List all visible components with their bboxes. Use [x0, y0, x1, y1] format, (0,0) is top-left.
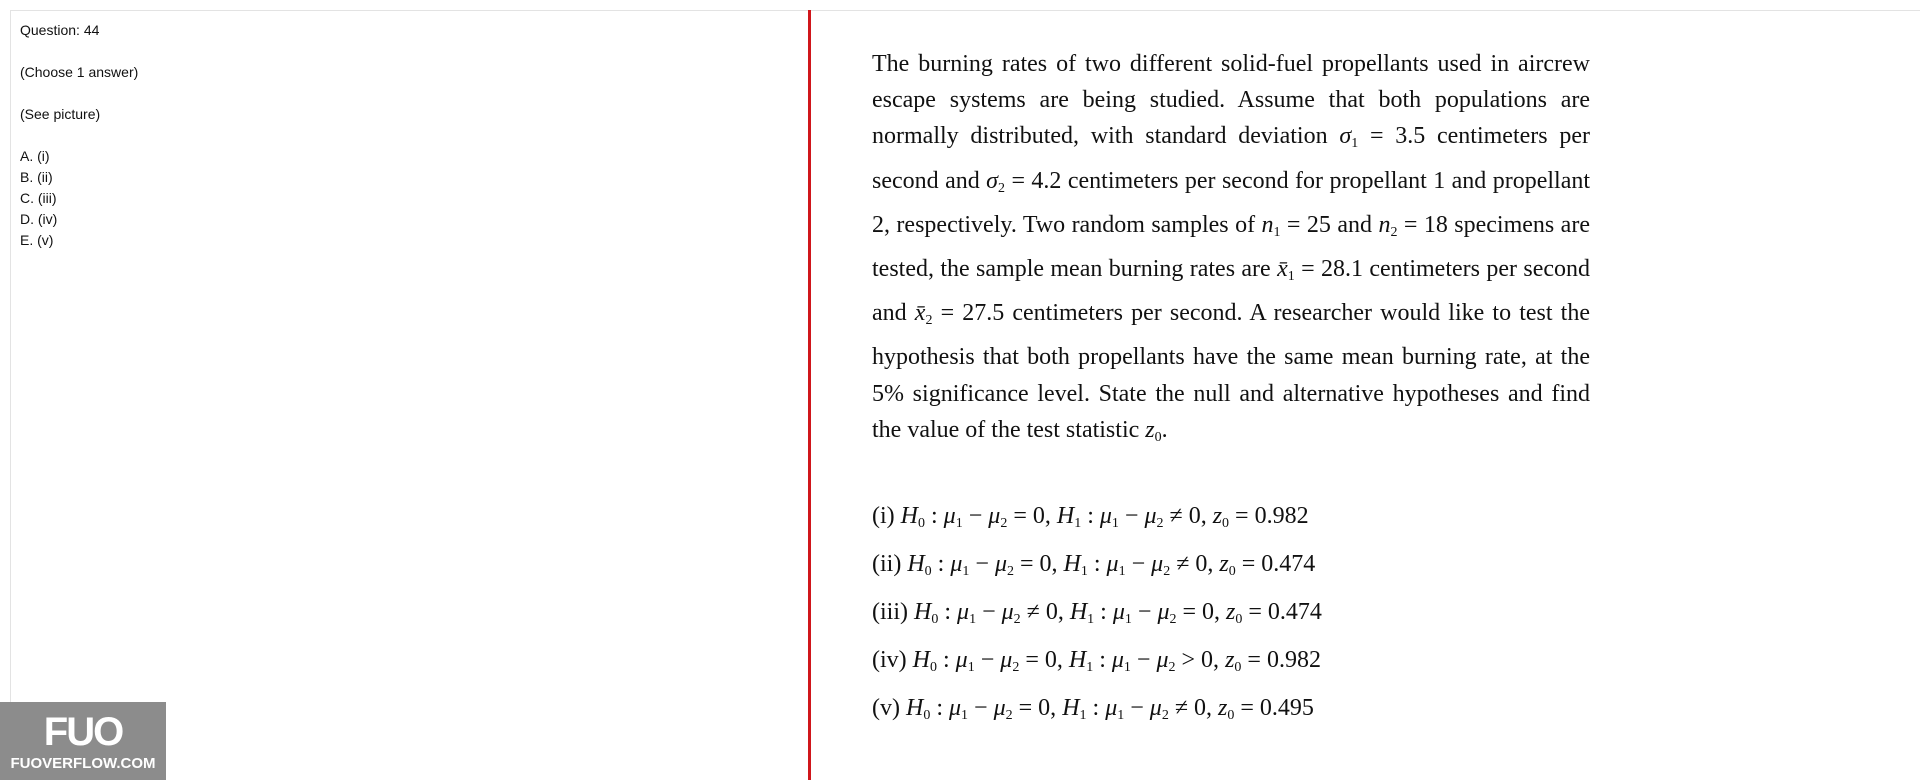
answer-option-a[interactable]: A. (i): [20, 148, 50, 164]
math-sigma: σ: [1339, 123, 1352, 150]
math-n: n: [1378, 211, 1391, 238]
math-xbar: x̄: [1277, 256, 1288, 283]
problem-text: The burning rates of two different solid-fuel propellants used in aircrew escape systems are being studied. Assume that both populations are normally distributed, with standard deviation: [872, 51, 1590, 150]
math-sigma: σ: [986, 167, 999, 194]
problem-statement: [872, 46, 1590, 456]
answer-option-e[interactable]: E. (v): [20, 232, 54, 248]
hypothesis-option: (v) $H_0$ : $\mu_1 - \mu_2 = 0$, $H_1$ : $\mu_1 - \mu_2 \ne 0$, $z_0 = 0.495$: [872, 695, 1314, 724]
math-sub: 1: [1273, 224, 1281, 240]
math-xbar: x̄: [914, 300, 926, 327]
see-picture-note: (See picture): [20, 106, 101, 122]
problem-text: and: [1330, 211, 1379, 238]
math-value: = 4.2: [1005, 167, 1062, 194]
math-n: n: [1261, 211, 1274, 238]
answer-option-b[interactable]: B. (ii): [20, 169, 53, 185]
question-image: [872, 46, 1590, 736]
math-sub: 2: [925, 313, 933, 329]
hypothesis-option: (iii) $H_0$ : $\mu_1 - \mu_2 \ne 0$, $H_1$ : $\mu_1 - \mu_2 = 0$, $z_0 = 0.474$: [872, 599, 1322, 628]
question-panel: [20, 20, 800, 251]
math-sub: 2: [1390, 224, 1398, 240]
math-sub: 0: [1154, 429, 1162, 445]
math-value: = 3.5: [1358, 123, 1426, 150]
hypothesis-option: (i) $H_0$ : $\mu_1 - \mu_2 = 0$, $H_1$ : $\mu_1 - \mu_2 \ne 0$, $z_0 = 0.982$: [872, 503, 1309, 532]
math-value: = 28.1: [1294, 256, 1363, 283]
problem-text: centimeters per second. A researcher would like to test the hypothesis that both propellants have the same mean burning rate, at the 5% significance level. State the null and alternative hypotheses and find the value of the test statistic: [872, 300, 1590, 443]
math-value: = 25: [1280, 211, 1331, 238]
problem-text: centimeters per second and: [872, 123, 1590, 194]
hypothesis-option: (iv) $H_0$ : $\mu_1 - \mu_2 = 0$, $H_1$ : $\mu_1 - \mu_2 > 0$, $z_0 = 0.982$: [872, 647, 1321, 676]
math-z: z: [1145, 416, 1155, 443]
math-sub: 1: [1351, 136, 1359, 152]
math-value: = 18: [1397, 211, 1448, 238]
math-sub: 2: [998, 180, 1006, 196]
problem-text: specimens are tested, the sample mean burning rates are: [872, 211, 1590, 283]
answer-list: [20, 146, 800, 251]
answer-option-c[interactable]: C. (iii): [20, 190, 57, 206]
math-sub: 1: [1287, 269, 1295, 285]
watermark-logo: FUO: [43, 710, 123, 754]
problem-text: .: [1161, 416, 1168, 443]
hypothesis-option: (ii) $H_0$ : $\mu_1 - \mu_2 = 0$, $H_1$ : $\mu_1 - \mu_2 \ne 0$, $z_0 = 0.474$: [872, 551, 1316, 580]
question-number: Question: 44: [20, 22, 100, 38]
question-instruction: (Choose 1 answer): [20, 64, 139, 80]
problem-text: centimeters per second and: [872, 256, 1590, 327]
fuoverflow-watermark: [0, 702, 166, 780]
watermark-site: FUOVERFLOW.COM: [10, 755, 156, 772]
math-value: = 27.5: [932, 300, 1005, 327]
pane-divider: [808, 10, 811, 780]
problem-text: centimeters per second for propellant 1 and propellant 2, respectively. Two random samples of: [872, 167, 1591, 238]
hypothesis-options: [872, 496, 1590, 736]
answer-option-d[interactable]: D. (iv): [20, 211, 58, 227]
